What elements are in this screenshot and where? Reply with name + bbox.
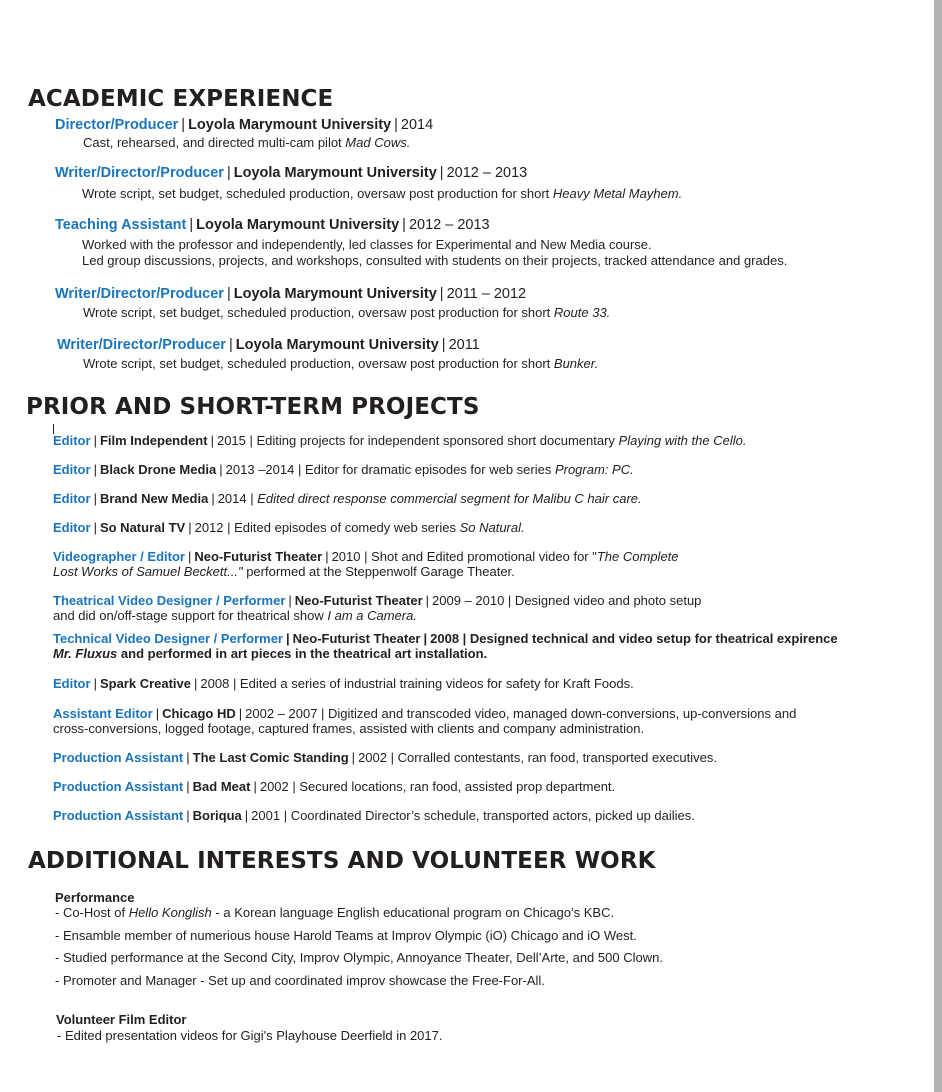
projects-heading: PRIOR AND SHORT-TERM PROJECTS [26, 394, 480, 420]
separator: | [351, 750, 356, 765]
separator: | [219, 462, 223, 477]
academic-heading: ACADEMIC EXPERIENCE [28, 86, 334, 112]
entry-organization: Loyola Marymount University [196, 217, 400, 233]
project-desc-italic: Playing with the Cello. [618, 433, 747, 448]
separator: | [186, 779, 190, 794]
separator: | [194, 676, 198, 691]
entry-details: 2002 | Corralled contestants, ran food, transported executives. [358, 750, 717, 765]
academic-entry-title [57, 337, 480, 354]
entry-years: 2012 – 2013 [408, 217, 490, 233]
separator: | [402, 217, 406, 233]
academic-entry-title [55, 217, 490, 234]
entry-organization: Neo-Futurist Theater [194, 549, 323, 564]
entry-details: 2013 –2014 | Editor for dramatic episodes for web series Program: PC. [225, 462, 634, 477]
entry-details: 2008 | Edited a series of industrial training videos for safety for Kraft Foods. [200, 676, 634, 691]
project-entry [53, 462, 634, 477]
academic-entry-description: Wrote script, set budget, scheduled production, oversaw post production for short Bunker. [83, 356, 599, 371]
entry-role: Production Assistant [53, 750, 184, 765]
entry-organization: So Natural TV [99, 520, 186, 535]
separator: | [228, 337, 233, 353]
academic-desc-italic: Route 33. [553, 305, 611, 320]
academic-entry-description: Worked with the professor and independently, led classes for Experimental and New Media course. [82, 237, 652, 252]
separator: | [189, 217, 194, 233]
performance-item: - Co-Host of Hello Konglish - a Korean language English educational program on Chicago’s KBC. [55, 905, 615, 920]
performance-item: - Ensamble member of numerious house Harold Teams at Improv Olympic (iO) Chicago and iO West. [55, 928, 637, 943]
separator: | [439, 286, 444, 302]
project-entry [53, 520, 525, 535]
performance-item: - Studied performance at the Second City, Improv Olympic, Annoyance Theater, Dell’Arte, and 500 Clown. [55, 950, 663, 965]
entry-organization: The Last Comic Standing [192, 750, 349, 765]
academic-entry-description: Cast, rehearsed, and directed multi-cam pilot Mad Cows. [83, 135, 411, 150]
entry-details: 2014 | Edited direct response commercial segment for Malibu C hair care. [217, 491, 642, 506]
entry-years: 2012 – 2013 [446, 165, 528, 181]
entry-role: Assistant Editor [53, 706, 153, 721]
separator: | [286, 631, 290, 646]
entry-organization: Chicago HD [162, 706, 236, 721]
entry-organization: Film Independent [99, 433, 208, 448]
entry-details: 2010 | Shot and Edited promotional video for "The Complete [331, 549, 679, 564]
academic-entry-title [55, 286, 526, 303]
project-desc-italic: Program: PC. [554, 462, 634, 477]
project-entry [53, 808, 695, 823]
separator: | [226, 165, 231, 181]
entry-organization: Spark Creative [99, 676, 192, 691]
entry-role: Editor [53, 491, 91, 506]
performance-item: - Promoter and Manager - Set up and coordinated improv showcase the Free-For-All. [55, 973, 545, 988]
project-desc-italic: Mr. Fluxus [53, 646, 118, 661]
entry-organization: Loyola Marymount University [188, 117, 392, 133]
separator: | [188, 520, 192, 535]
entry-role: Editor [53, 433, 91, 448]
separator: | [93, 491, 97, 506]
entry-organization: Loyola Marymount University [235, 337, 439, 353]
project-entry [53, 676, 634, 691]
separator: | [439, 165, 444, 181]
entry-organization: Neo-Futurist Theater [292, 631, 421, 646]
separator: | [93, 676, 97, 691]
project-desc-italic: Edited direct response commercial segment for Malibu C hair care. [257, 491, 642, 506]
entry-years: 2011 [448, 337, 480, 353]
separator: | [423, 631, 428, 646]
project-entry [53, 549, 679, 564]
separator: | [425, 593, 430, 608]
entry-role: Teaching Assistant [55, 217, 187, 233]
interests-heading: ADDITIONAL INTERESTS AND VOLUNTEER WORK [28, 848, 656, 874]
entry-role: Production Assistant [53, 779, 184, 794]
entry-organization: Loyola Marymount University [233, 286, 437, 302]
entry-details: 2008 | Designed technical and video setup for theatrical expirence [430, 631, 838, 646]
volunteer-title: Volunteer Film Editor [56, 1012, 187, 1027]
separator: | [211, 491, 215, 506]
academic-desc-italic: Mad Cows. [345, 135, 411, 150]
entry-role: Writer/Director/Producer [55, 286, 224, 302]
entry-details: 2015 | Editing projects for independent sponsored short documentary Playing with the Cello. [216, 433, 747, 448]
separator: | [93, 433, 97, 448]
separator: | [186, 808, 190, 823]
separator: | [238, 706, 243, 721]
project-desc-italic: Lost Works of Samuel Beckett..." [53, 564, 243, 579]
entry-organization: Boriqua [192, 808, 242, 823]
entry-details: 2002 | Secured locations, ran food, assisted prop department. [259, 779, 616, 794]
academic-entry-description: Led group discussions, projects, and workshops, consulted with students on their projects, tracked attendance and grades. [82, 253, 788, 268]
academic-entry-title [55, 117, 433, 134]
separator: | [226, 286, 231, 302]
entry-details: 2002 – 2007 | Digitized and transcoded video, managed down-conversions, up-conversions and [245, 706, 797, 721]
entry-organization: Bad Meat [192, 779, 251, 794]
separator: | [181, 117, 186, 133]
project-entry-continued: Mr. Fluxus and performed in art pieces in the theatrical art installation. [53, 646, 488, 661]
academic-entry-description: Wrote script, set budget, scheduled production, oversaw post production for short Heavy Metal Mayhem. [82, 186, 683, 201]
entry-organization: Black Drone Media [99, 462, 217, 477]
separator: | [394, 117, 398, 133]
entry-role: Writer/Director/Producer [57, 337, 226, 353]
entry-details: 2009 – 2010 | Designed video and photo setup [432, 593, 702, 608]
project-entry-continued: cross-conversions, logged footage, captured frames, assisted with clients and company administration. [53, 721, 645, 736]
separator: | [253, 779, 257, 794]
project-entry [53, 779, 615, 794]
separator: | [210, 433, 214, 448]
separator: | [187, 549, 192, 564]
separator: | [441, 337, 446, 353]
entry-role: Writer/Director/Producer [55, 165, 224, 181]
entry-role: Technical Video Designer / Performer [53, 631, 283, 646]
entry-organization: Brand New Media [99, 491, 209, 506]
separator: | [288, 593, 292, 608]
volunteer-item: - Edited presentation videos for Gigi's Playhouse Deerfield in 2017. [57, 1028, 443, 1043]
project-desc-italic: The Complete [596, 549, 679, 564]
entry-organization: Neo-Futurist Theater [294, 593, 423, 608]
entry-role: Production Assistant [53, 808, 184, 823]
project-entry-continued: and did on/off-stage support for theatrical show I am a Camera. [53, 608, 417, 623]
project-entry [53, 491, 642, 506]
academic-desc-italic: Heavy Metal Mayhem. [552, 186, 683, 201]
project-desc-italic: I am a Camera. [327, 608, 417, 623]
entry-details: 2001 | Coordinated Director’s schedule, transported actors, picked up dailies. [251, 808, 695, 823]
project-entry [53, 706, 796, 721]
entry-years: 2011 – 2012 [446, 286, 527, 302]
project-entry-continued: Lost Works of Samuel Beckett..." performed at the Steppenwolf Garage Theater. [53, 564, 515, 579]
separator: | [93, 520, 97, 535]
performance-title: Performance [55, 890, 135, 905]
academic-desc-italic: Bunker. [553, 356, 599, 371]
entry-role: Director/Producer [55, 117, 179, 133]
entry-role: Videographer / Editor [53, 549, 185, 564]
academic-entry-title [55, 165, 527, 182]
project-entry [53, 631, 838, 646]
project-entry [53, 433, 746, 448]
project-desc-italic: So Natural. [459, 520, 525, 535]
entry-role: Editor [53, 676, 91, 691]
entry-years: 2014 [400, 117, 434, 133]
academic-entry-description: Wrote script, set budget, scheduled production, oversaw post production for short Route 33. [83, 305, 611, 320]
separator: | [155, 706, 160, 721]
entry-role: Editor [53, 520, 91, 535]
separator: | [325, 549, 329, 564]
separator: | [93, 462, 97, 477]
separator: | [244, 808, 249, 823]
entry-details: 2012 | Edited episodes of comedy web series So Natural. [194, 520, 525, 535]
page-edge [934, 0, 942, 1092]
separator: | [186, 750, 190, 765]
performance-italic: Hello Konglish [128, 905, 212, 920]
entry-role: Theatrical Video Designer / Performer [53, 593, 286, 608]
entry-organization: Loyola Marymount University [233, 165, 437, 181]
project-entry [53, 593, 701, 608]
project-entry [53, 750, 717, 765]
entry-role: Editor [53, 462, 91, 477]
